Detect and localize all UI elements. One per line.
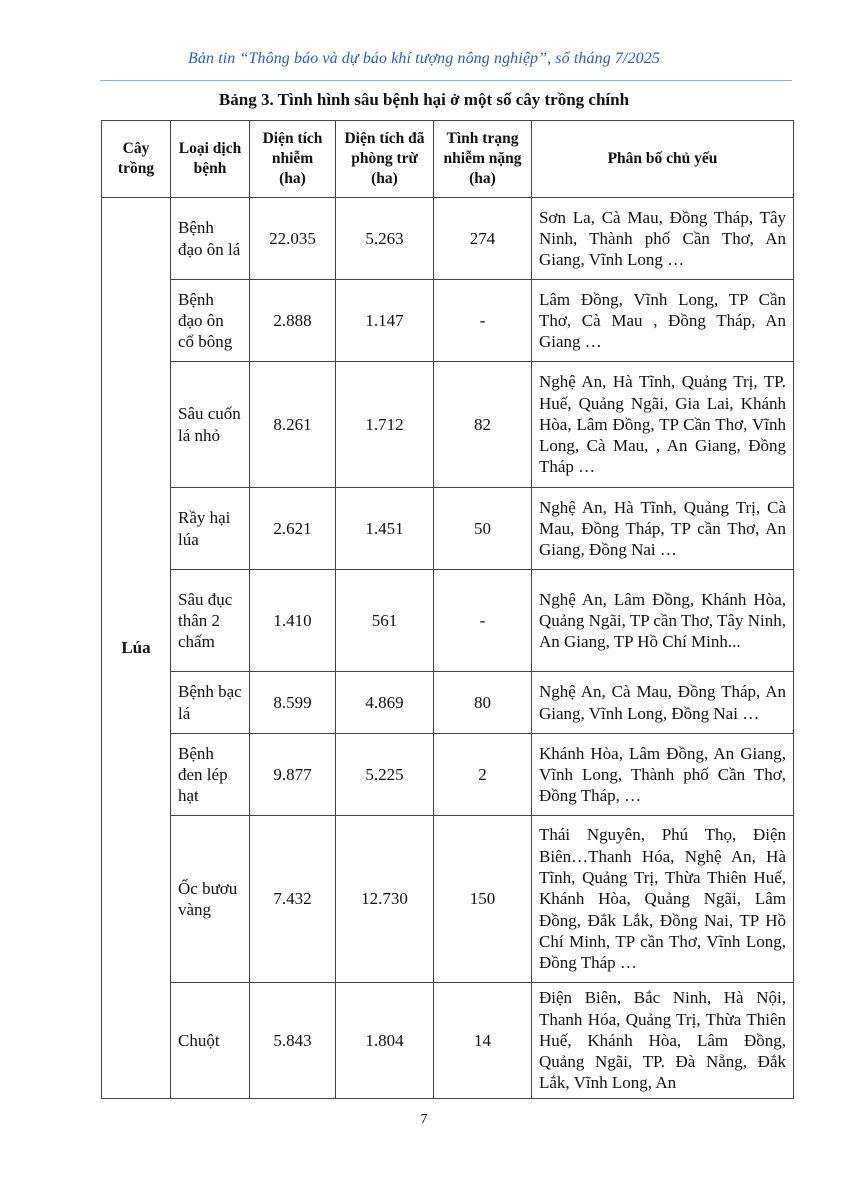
distribution: Điện Biên, Bắc Ninh, Hà Nội, Thanh Hóa, Quảng Trị, Thừa Thiên Huế, Khánh Hòa, Lâm Đồng, Quảng Ngãi, TP. Đà Nẵng, Đắk Lắk, Vĩnh Long, An <box>532 983 794 1099</box>
table-row <box>102 672 794 734</box>
severe-area: - <box>434 570 532 672</box>
table-row <box>102 734 794 816</box>
treated-area: 1.451 <box>336 488 434 570</box>
distribution: Nghệ An, Cà Mau, Đồng Tháp, An Giang, Vĩnh Long, Đồng Nai … <box>532 672 794 734</box>
infected-area: 2.621 <box>250 488 336 570</box>
infected-area: 22.035 <box>250 198 336 280</box>
infected-area: 1.410 <box>250 570 336 672</box>
distribution: Khánh Hòa, Lâm Đồng, An Giang, Vĩnh Long, Thành phố Cần Thơ, Đồng Tháp, … <box>532 734 794 816</box>
treated-area: 1.147 <box>336 280 434 362</box>
col-header-crop: Cây trồng <box>102 121 171 198</box>
severe-area: 274 <box>434 198 532 280</box>
infected-area: 9.877 <box>250 734 336 816</box>
severe-area: 82 <box>434 362 532 488</box>
table-title: Bảng 3. Tình hình sâu bệnh hại ở một số cây trồng chính <box>218 90 630 109</box>
treated-area: 5.225 <box>336 734 434 816</box>
severe-area: 150 <box>434 816 532 983</box>
distribution: Nghệ An, Hà Tĩnh, Quảng Trị, Cà Mau, Đồng Tháp, TP cần Thơ, An Giang, Đồng Nai … <box>532 488 794 570</box>
pest-name: Bệnh đen lép hạt <box>171 734 250 816</box>
col-header-severe: Tình trạng nhiễm nặng (ha) <box>434 121 532 198</box>
table-header-row <box>102 121 794 198</box>
distribution: Lâm Đồng, Vĩnh Long, TP Cần Thơ, Cà Mau , Đồng Tháp, An Giang … <box>532 280 794 362</box>
table-row <box>102 488 794 570</box>
crop-cell-rice: Lúa <box>102 198 171 1099</box>
infected-area: 7.432 <box>250 816 336 983</box>
col-header-infected: Diện tích nhiễm (ha) <box>250 121 336 198</box>
infected-area: 8.599 <box>250 672 336 734</box>
severe-area: 14 <box>434 983 532 1099</box>
pest-name: Sâu cuốn lá nhỏ <box>171 362 250 488</box>
treated-area: 12.730 <box>336 816 434 983</box>
table-row <box>102 280 794 362</box>
table-row <box>102 816 794 983</box>
treated-area: 561 <box>336 570 434 672</box>
treated-area: 1.712 <box>336 362 434 488</box>
distribution: Sơn La, Cà Mau, Đồng Tháp, Tây Ninh, Thành phố Cần Thơ, An Giang, Vĩnh Long … <box>532 198 794 280</box>
distribution: Nghệ An, Hà Tĩnh, Quảng Trị, TP. Huế, Quảng Ngãi, Gia Lai, Khánh Hòa, Lâm Đồng, TP Cần Thơ, Vĩnh Long, Cà Mau, , An Giang, Đồng Tháp … <box>532 362 794 488</box>
treated-area: 1.804 <box>336 983 434 1099</box>
pest-name: Ốc bươu vàng <box>171 816 250 983</box>
pest-name: Bệnh đạo ôn cổ bông <box>171 280 250 362</box>
distribution: Nghệ An, Lâm Đồng, Khánh Hòa, Quảng Ngãi, TP cần Thơ, Tây Ninh, An Giang, TP Hồ Chí Minh... <box>532 570 794 672</box>
pest-name: Bệnh bạc lá <box>171 672 250 734</box>
pest-name: Sâu đục thân 2 chấm <box>171 570 250 672</box>
pest-name: Rầy hại lúa <box>171 488 250 570</box>
table-row <box>102 362 794 488</box>
distribution: Thái Nguyên, Phú Thọ, Điện Biên…Thanh Hóa, Nghệ An, Hà Tĩnh, Quảng Trị, Thừa Thiên Huế, Khánh Hòa, Quảng Ngãi, Lâm Đồng, Đắk Lắk, Đồng Nai, TP Hồ Chí Minh, TP cần Thơ, Vĩnh Long, Đồng Tháp … <box>532 816 794 983</box>
table-row <box>102 198 794 280</box>
col-header-treated: Diện tích đã phòng trừ (ha) <box>336 121 434 198</box>
pest-name: Chuột <box>171 983 250 1099</box>
infected-area: 8.261 <box>250 362 336 488</box>
table-row <box>102 983 794 1099</box>
pest-name: Bệnh đạo ôn lá <box>171 198 250 280</box>
header-divider <box>100 80 792 81</box>
treated-area: 4.869 <box>336 672 434 734</box>
infected-area: 2.888 <box>250 280 336 362</box>
col-header-pest: Loại dịch bệnh <box>171 121 250 198</box>
treated-area: 5.263 <box>336 198 434 280</box>
severe-area: 2 <box>434 734 532 816</box>
infected-area: 5.843 <box>250 983 336 1099</box>
severe-area: 50 <box>434 488 532 570</box>
page-number: 7 <box>420 1112 428 1127</box>
severe-area: 80 <box>434 672 532 734</box>
table-row <box>102 570 794 672</box>
pest-table <box>101 120 794 1099</box>
severe-area: - <box>434 280 532 362</box>
col-header-distribution: Phân bố chủ yếu <box>532 121 794 198</box>
bulletin-header: Bản tin “Thông báo và dự báo khí tượng nông nghiệp”, số tháng 7/2025 <box>188 50 660 67</box>
